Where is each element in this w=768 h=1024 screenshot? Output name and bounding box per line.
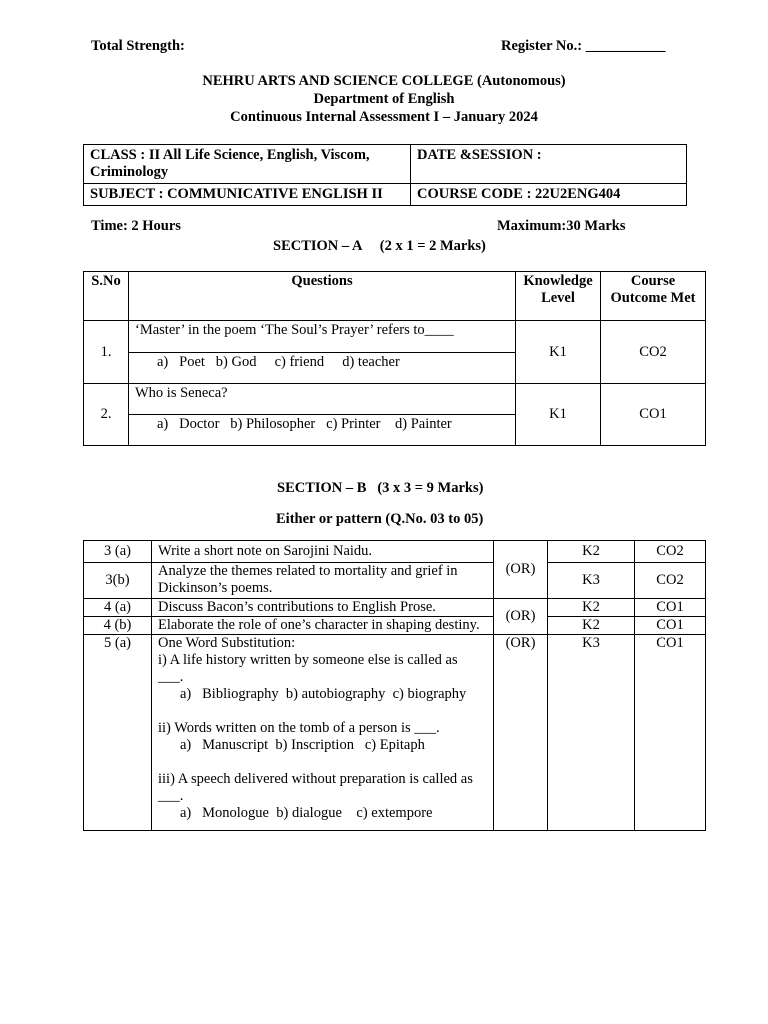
question-number: 5 (a) bbox=[84, 635, 152, 831]
questions-header: Questions bbox=[129, 272, 516, 321]
sub-question-ii-options: a) Manuscript b) Inscription c) Epitaph bbox=[180, 737, 425, 753]
question-text: One Word Substitution: bbox=[158, 635, 296, 651]
section-a-table bbox=[83, 271, 706, 446]
question-number: 4 (a) bbox=[84, 599, 152, 617]
table-row-sno: 1. bbox=[84, 321, 129, 384]
sub-question-ii: ii) Words written on the tomb of a person is ___. bbox=[158, 720, 440, 736]
department-name: Department of English bbox=[313, 91, 455, 107]
course-outcome-header bbox=[601, 272, 706, 321]
knowledge-level-cell: K3 bbox=[548, 563, 635, 599]
knowledge-level-cell: K1 bbox=[516, 321, 601, 384]
knowledge-level-cell: K2 bbox=[548, 599, 635, 617]
course-outcome-cell: CO1 bbox=[635, 617, 706, 635]
subject-cell: SUBJECT : COMMUNICATIVE ENGLISH II bbox=[84, 184, 411, 206]
or-label: (OR) bbox=[494, 541, 548, 599]
sub-question-iii-blank: ___. bbox=[158, 788, 184, 804]
knowledge-level-cell: K3 bbox=[548, 635, 635, 831]
outcome-header-line-1: Course bbox=[630, 273, 676, 289]
question-text: Discuss Bacon’s contributions to English Prose. bbox=[152, 599, 494, 617]
sub-question-i-blank: ___. bbox=[158, 669, 184, 685]
course-info-table bbox=[83, 144, 687, 206]
section-b-table bbox=[83, 540, 706, 831]
sub-question-i-options: a) Bibliography b) autobiography c) biography bbox=[180, 686, 467, 702]
table-row-sno: 2. bbox=[84, 384, 129, 446]
question-options: a) Poet b) God c) friend d) teacher bbox=[129, 353, 516, 384]
course-outcome-cell: CO1 bbox=[635, 599, 706, 617]
exam-title: Continuous Internal Assessment I – January 2024 bbox=[230, 109, 538, 125]
question-text: Who is Seneca? bbox=[129, 384, 516, 415]
knowledge-level-cell: K1 bbox=[516, 384, 601, 446]
class-line-1: CLASS : II All Life Science, English, Viscom, bbox=[90, 147, 370, 163]
knowledge-level-cell: K2 bbox=[548, 617, 635, 635]
question-options: a) Doctor b) Philosopher c) Printer d) Painter bbox=[129, 415, 516, 446]
course-outcome-cell: CO1 bbox=[635, 635, 706, 831]
knowledge-header-line-2: Level bbox=[541, 290, 575, 306]
section-b-title: SECTION – B (3 x 3 = 9 Marks) bbox=[277, 480, 484, 496]
or-label: (OR) bbox=[494, 599, 548, 635]
total-strength-label: Total Strength: bbox=[91, 38, 185, 54]
question-text: Analyze the themes related to mortality and grief in Dickinson’s poems. bbox=[152, 563, 494, 599]
section-a-title: SECTION – A (2 x 1 = 2 Marks) bbox=[273, 238, 486, 254]
course-outcome-cell: CO2 bbox=[601, 321, 706, 384]
knowledge-level-cell: K2 bbox=[548, 541, 635, 563]
question-text: Write a short note on Sarojini Naidu. bbox=[152, 541, 494, 563]
sub-question-iii-options: a) Monologue b) dialogue c) extempore bbox=[180, 805, 433, 821]
question-number: 3 (a) bbox=[84, 541, 152, 563]
section-b-subtitle: Either or pattern (Q.No. 03 to 05) bbox=[276, 511, 484, 527]
register-no-label: Register No.: ___________ bbox=[501, 38, 666, 54]
question-text: ‘Master’ in the poem ‘The Soul’s Prayer’ refers to____ bbox=[129, 321, 516, 353]
knowledge-level-header bbox=[516, 272, 601, 321]
sub-question-iii: iii) A speech delivered without preparation is called as bbox=[158, 771, 473, 787]
question-number: 4 (b) bbox=[84, 617, 152, 635]
max-marks-label: Maximum:30 Marks bbox=[497, 218, 626, 234]
class-cell bbox=[84, 145, 411, 184]
outcome-header-line-2: Outcome Met bbox=[610, 290, 696, 306]
date-session-cell: DATE &SESSION : bbox=[411, 145, 687, 184]
course-code-cell: COURSE CODE : 22U2ENG404 bbox=[411, 184, 687, 206]
course-outcome-cell: CO2 bbox=[635, 541, 706, 563]
question-text: Elaborate the role of one’s character in shaping destiny. bbox=[152, 617, 494, 635]
question-number: 3(b) bbox=[84, 563, 152, 599]
course-outcome-cell: CO1 bbox=[601, 384, 706, 446]
time-label: Time: 2 Hours bbox=[91, 218, 181, 234]
question-block bbox=[152, 635, 494, 831]
sub-question-i: i) A life history written by someone else is called as bbox=[158, 652, 458, 668]
sno-header: S.No bbox=[84, 272, 129, 321]
knowledge-header-line-1: Knowledge bbox=[523, 273, 593, 289]
college-name: NEHRU ARTS AND SCIENCE COLLEGE (Autonomous) bbox=[202, 73, 566, 89]
or-label: (OR) bbox=[494, 635, 548, 831]
class-line-2: Criminology bbox=[90, 164, 169, 180]
course-outcome-cell: CO2 bbox=[635, 563, 706, 599]
